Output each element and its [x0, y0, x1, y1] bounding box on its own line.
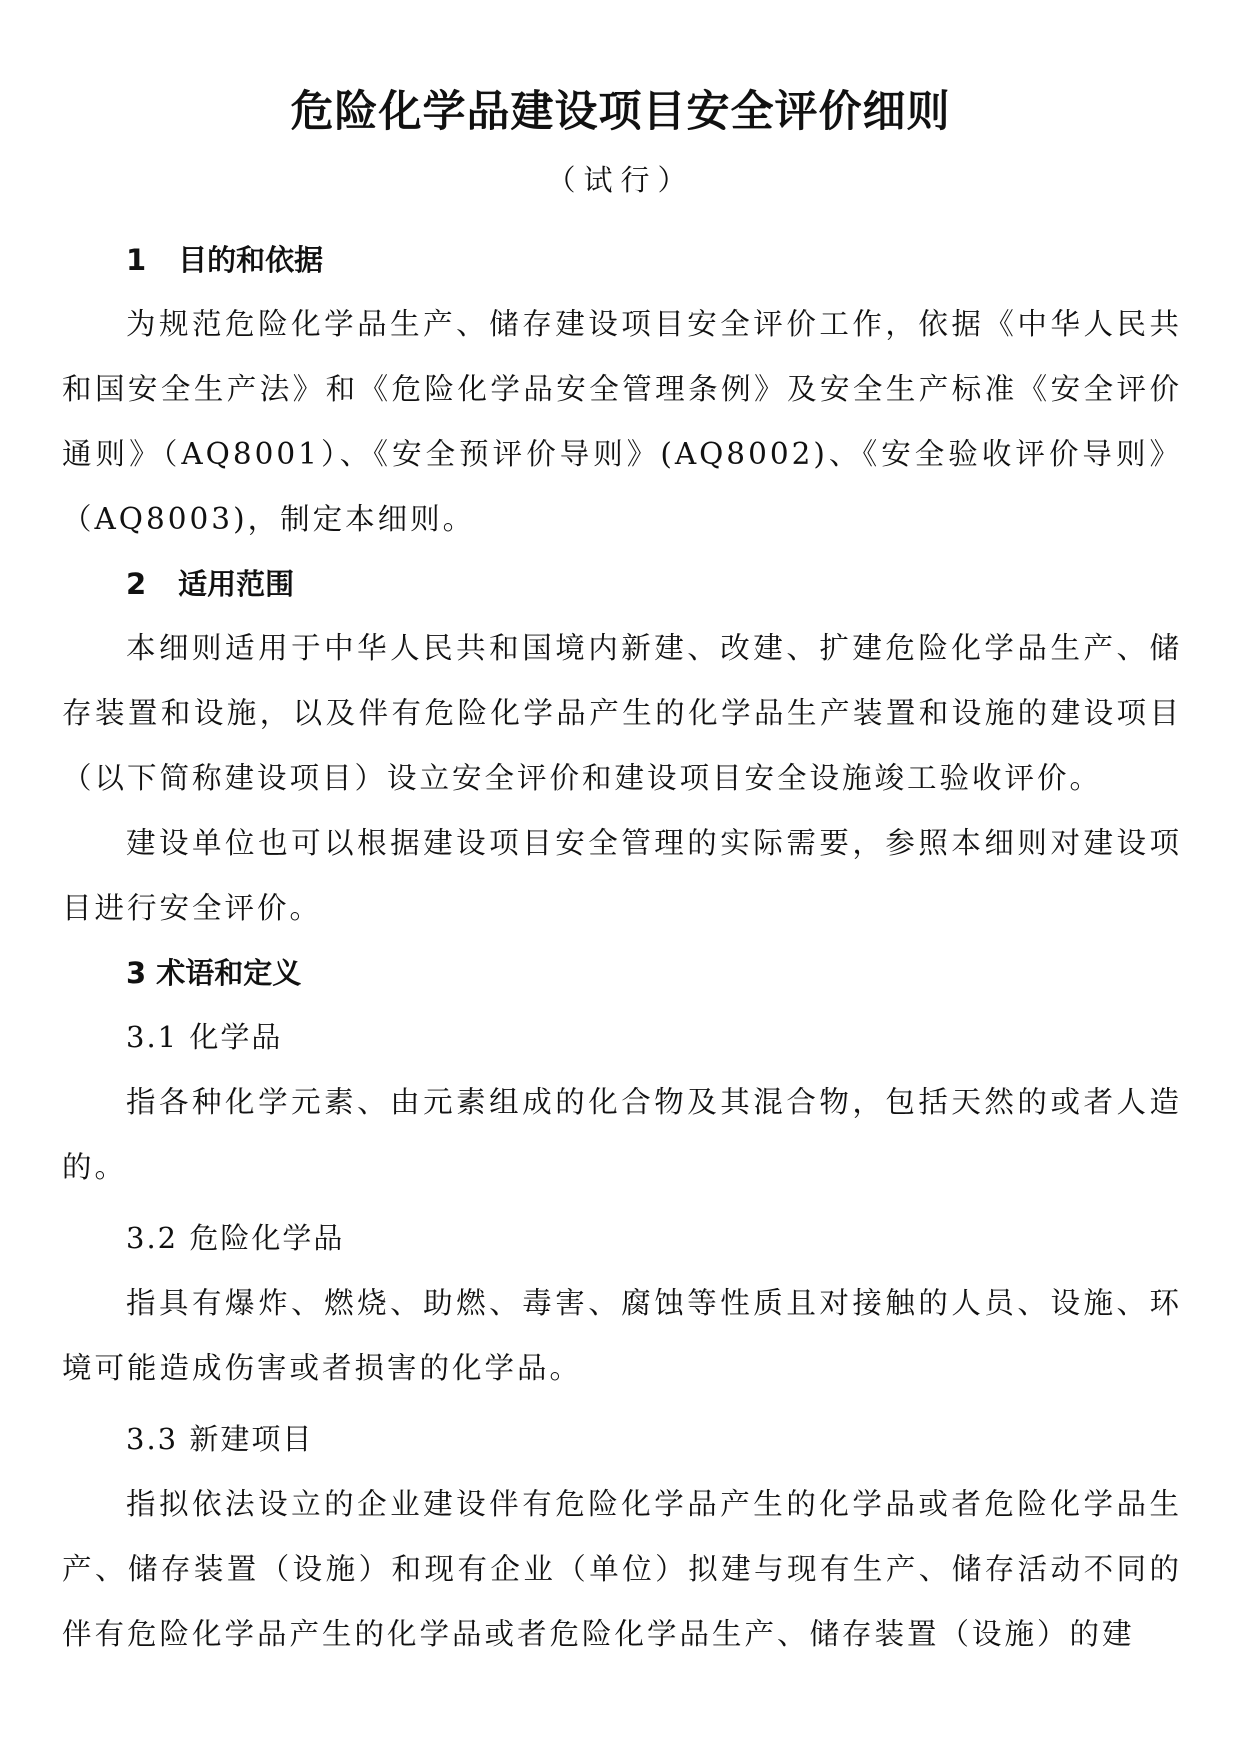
section-number: 3 [126, 956, 147, 990]
document-title: 危险化学品建设项目安全评价细则 [290, 87, 951, 137]
term-definition: 指具有爆炸、燃烧、助燃、毒害、腐蚀等性质且对接触的人员、设施、环境可能造成伤害或者损害的化学品。 [62, 1286, 1182, 1385]
term-number: 3.3 [126, 1422, 179, 1456]
section-title: 目的和依据 [178, 243, 324, 277]
paragraph: 本细则适用于中华人民共和国境内新建、改建、扩建危险化学品生产、储存装置和设施，以及伴有危险化学品产生的化学品生产装置和设施的建设项目（以下简称建设项目）设立安全评价和建设项目安全设施竣工验收评价。 [62, 631, 1182, 795]
term-heading-3-1 [62, 1005, 1182, 1070]
section-number: 1 [126, 243, 147, 277]
section-heading-3 [62, 941, 1182, 1005]
section-title: 术语和定义 [156, 956, 302, 990]
paragraph: 建设单位也可以根据建设项目安全管理的实际需要，参照本细则对建设项目进行安全评价。 [62, 826, 1182, 925]
term-number: 3.1 [126, 1020, 179, 1054]
section-heading-1 [62, 228, 1182, 292]
term-heading-3-2 [62, 1206, 1182, 1271]
document-subtitle: （试行） [546, 163, 695, 197]
section-heading-2 [62, 552, 1182, 616]
term-definition: 指各种化学元素、由元素组成的化合物及其混合物，包括天然的或者人造的。 [62, 1085, 1182, 1184]
document-body [62, 228, 1182, 1667]
section-number: 2 [126, 567, 147, 601]
term-name: 危险化学品 [189, 1221, 345, 1255]
term-name: 新建项目 [189, 1422, 314, 1456]
paragraph: 为规范危险化学品生产、储存建设项目安全评价工作，依据《中华人民共和国安全生产法》和《危险化学品安全管理条例》及安全生产标准《安全评价通则》（AQ8001）、《安全预评价导则》(AQ8002)、《安全验收评价导则》（AQ8003)，制定本细则。 [62, 307, 1182, 536]
term-name: 化学品 [189, 1020, 283, 1054]
term-number: 3.2 [126, 1221, 179, 1255]
term-heading-3-3 [62, 1407, 1182, 1472]
term-definition: 指拟依法设立的企业建设伴有危险化学品产生的化学品或者危险化学品生产、储存装置（设施）和现有企业（单位）拟建与现有生产、储存活动不同的伴有危险化学品产生的化学品或者危险化学品生产、储存装置（设施）的建 [62, 1487, 1182, 1651]
section-title: 适用范围 [178, 567, 295, 601]
